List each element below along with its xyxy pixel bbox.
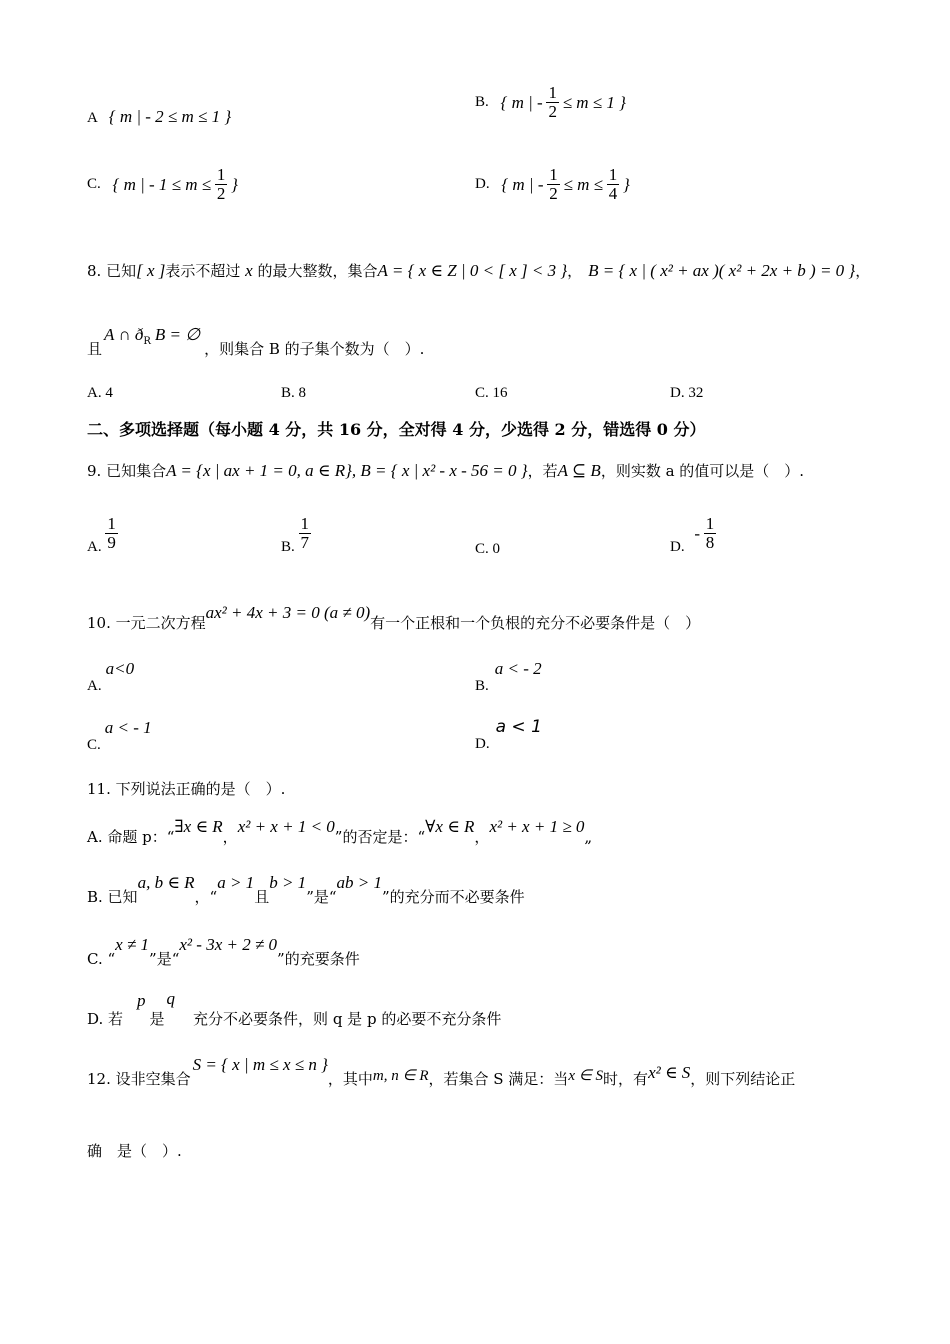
q10-option-c-label: C.: [87, 737, 101, 753]
q11-b-text-2: ，“: [194, 888, 218, 906]
q11-a-text-1: A. 命题 p：“: [87, 828, 175, 846]
q11-b-text-4: ”是“: [306, 888, 337, 906]
q11-option-c: [87, 935, 360, 968]
q8-prefix: 8. 已知: [87, 262, 137, 280]
q11-b-text-5: ”的充分而不必要条件: [382, 888, 525, 906]
q12-expr-2: x ∈ S: [568, 1068, 604, 1084]
q9-option-a-denominator: 9: [107, 532, 116, 552]
q8-x: x: [245, 261, 253, 280]
q9-option-d-label: D.: [670, 538, 685, 555]
q10-option-a-expr: a<0: [105, 659, 135, 678]
q10-option-d-expr: a < 1: [495, 717, 542, 737]
q7-option-c-denominator: 2: [216, 183, 226, 203]
q11-a-expr-2: x² + x + 1 < 0: [237, 817, 335, 836]
q11-b-expr-3: b > 1: [269, 873, 307, 892]
q9-option-d: [670, 515, 716, 555]
q9-option-a-label: A.: [87, 538, 102, 555]
q7-option-c-label: C.: [87, 175, 101, 192]
q7-option-b-post: ≤ m ≤ 1 }: [562, 92, 626, 112]
q11-c-text-3: ”的充要条件: [277, 950, 360, 968]
q10-option-a: [87, 659, 135, 694]
q12-expr-3: x² ∈ S: [648, 1063, 691, 1082]
q11-d-text-1: D. 若: [87, 1010, 124, 1028]
q8-condition: A ∩ ð: [104, 325, 144, 344]
q8-floor-x: [ x ]: [136, 261, 166, 280]
q7-option-a: [87, 108, 231, 126]
q10-option-d-label: D.: [475, 736, 490, 752]
q12-prefix: 12. 设非空集合: [87, 1070, 191, 1088]
q10-option-b-label: B.: [475, 678, 489, 694]
q10-prefix: 10. 一元二次方程: [87, 614, 206, 632]
q7-option-b-denominator: 2: [548, 101, 557, 121]
q8-option-b: B. 8: [281, 385, 307, 401]
q11-d-text-3: 充分不必要条件，则 q 是 p 的必要不充分条件: [193, 1010, 502, 1028]
q7-option-d-fraction-1: [547, 166, 560, 203]
q7-option-d-label: D.: [475, 175, 490, 192]
q10-option-c-expr: a < - 1: [104, 718, 152, 737]
q7-option-b: [475, 84, 626, 121]
q10-equation: ax² + 4x + 3 = 0 (a ≠ 0): [205, 603, 371, 622]
q10-option-b-expr: a < - 2: [494, 659, 542, 678]
q7-option-d-numerator-1: 1: [549, 165, 558, 184]
q7-option-d-post: }: [622, 174, 630, 194]
q9-option-a: [87, 515, 118, 555]
q7-option-d-denominator-1: 2: [549, 183, 558, 203]
q7-option-c-pre: { m | - 1 ≤ m ≤: [112, 174, 212, 194]
q11-b-text-1: B. 已知: [87, 888, 138, 906]
q7-option-d-denominator-2: 4: [608, 183, 618, 203]
q11-b-expr-4: ab > 1: [336, 873, 383, 892]
q9-option-b-numerator: 1: [300, 514, 310, 533]
section-heading: 二、多项选择题（每小题 4 分，共 16 分，全对得 4 分，少选得 2 分，错选得 0 分）: [87, 420, 706, 439]
q8-text-1: 表示不超过: [165, 262, 241, 280]
q9-option-b-denominator: 7: [300, 532, 310, 552]
q9-option-d-denominator: 8: [705, 532, 715, 552]
q8-option-d: D. 32: [670, 385, 704, 401]
q11-b-expr-2: a > 1: [217, 873, 255, 892]
q7-option-c: [87, 166, 238, 203]
q7-option-c-numerator: 1: [216, 165, 226, 184]
q11-d-text-2: 是: [149, 1010, 165, 1028]
q8-set-b: B = { x | ( x² + ax )( x² + 2x + b ) = 0 }: [588, 261, 856, 280]
q9-option-a-fraction: [105, 515, 118, 552]
q9-sets: A = {x | ax + 1 = 0, a ∈ R}, B = { x | x² - x - 56 = 0 }: [166, 461, 528, 480]
q9-option-c: C. 0: [475, 541, 501, 557]
q11-c-expr-1: x ≠ 1: [115, 935, 150, 954]
q12-text-3: 时，有: [603, 1070, 649, 1088]
q7-option-b-label: B.: [475, 93, 489, 110]
q7-option-d: [475, 166, 630, 203]
q7-option-d-fraction-2: [607, 166, 620, 203]
q12-expr-1: m, n ∈ R: [372, 1068, 429, 1084]
q9-subset: A ⊆ B: [557, 461, 601, 480]
q12-text-1: ，其中: [327, 1070, 373, 1088]
q10-stem: [87, 603, 701, 632]
q8-qie: 且: [87, 340, 103, 358]
q7-option-c-fraction: [215, 166, 228, 203]
q11-option-a: [87, 817, 593, 846]
q11-a-expr-1: ∃x ∈ R: [174, 817, 223, 836]
q9-option-b-label: B.: [281, 538, 295, 555]
q9-option-b: [281, 515, 311, 555]
q10-option-a-label: A.: [87, 678, 102, 694]
q11-option-b: [87, 873, 525, 906]
q9-prefix: 9. 已知集合: [87, 462, 167, 480]
q9-option-d-numerator: 1: [705, 514, 715, 533]
q9-stem: [87, 462, 804, 479]
q8-text-2: 的最大整数，集合: [257, 262, 378, 280]
q11-a-comma-1: ，: [222, 828, 238, 846]
q7-option-c-post: }: [231, 174, 238, 194]
q7-option-b-numerator: 1: [548, 83, 557, 102]
q11-a-text-2: ”的否定是：“: [334, 828, 426, 846]
q8-stem-line1: [87, 262, 870, 279]
q8-stem-line2: [87, 325, 425, 358]
q9-option-b-fraction: [299, 515, 312, 552]
q8-option-c: C. 16: [475, 385, 508, 401]
q11-a-expr-3: ∀x ∈ R: [425, 817, 475, 836]
q8-end: ，: [855, 262, 871, 280]
q8-line2-rest: ，则集合 B 的子集个数为（ ）.: [204, 340, 425, 358]
q11-stem: 11. 下列说法正确的是（ ）.: [87, 780, 286, 798]
q11-c-text-1: C. “: [87, 950, 116, 968]
q10-option-c: [87, 718, 152, 753]
q8-condition-2: B = ∅: [154, 325, 201, 344]
q11-c-expr-2: x² - 3x + 2 ≠ 0: [179, 935, 278, 954]
q8-condition-sub: R: [143, 336, 151, 347]
q9-option-d-fraction: [704, 515, 717, 552]
q8-comma: ，: [567, 262, 583, 280]
q9-option-a-numerator: 1: [107, 514, 116, 533]
q7-option-b-fraction: [546, 84, 559, 121]
q9-rest-1: ，若: [527, 462, 558, 480]
q11-b-expr-1: a, b ∈ R: [137, 873, 195, 892]
q11-a-text-3: „: [584, 828, 593, 846]
q8-set-a: A = { x ∈ Z | 0 < [ x ] < 3 }: [377, 261, 568, 280]
q12-stem-line2: 确 是（ ）.: [87, 1142, 182, 1160]
q12-stem-line1: [87, 1055, 796, 1088]
q12-text-4: ，则下列结论正: [690, 1070, 796, 1088]
q11-a-comma-2: ，: [474, 828, 490, 846]
q7-option-a-label: A: [87, 110, 98, 126]
q11-c-text-2: ”是“: [149, 950, 180, 968]
q8-option-a: A. 4: [87, 385, 113, 401]
q10-option-b: [475, 659, 542, 694]
q7-option-b-pre: { m | -: [500, 92, 543, 112]
q12-set: S = { x | m ≤ x ≤ n }: [192, 1055, 328, 1074]
q7-option-a-expr: { m | - 2 ≤ m ≤ 1 }: [108, 107, 232, 126]
q11-d-p: p: [137, 991, 146, 1010]
q10-option-d: [475, 717, 542, 752]
q11-d-q: q: [166, 989, 176, 1008]
q11-a-expr-4: x² + x + 1 ≥ 0: [489, 817, 585, 836]
q7-option-d-pre: { m | -: [501, 174, 544, 194]
q9-rest-2: ，则实数 a 的值可以是（ ）.: [600, 462, 805, 480]
q7-option-d-mid: ≤ m ≤: [563, 174, 603, 194]
q7-option-d-numerator-2: 1: [608, 165, 618, 184]
q12-text-2: ，若集合 S 满足：当: [428, 1070, 569, 1088]
q9-option-d-sign: -: [694, 523, 701, 543]
q11-b-text-3: 且: [254, 888, 270, 906]
q10-rest: 有一个正根和一个负根的充分不必要条件是（ ）: [370, 614, 701, 632]
q11-option-d: [87, 989, 502, 1028]
